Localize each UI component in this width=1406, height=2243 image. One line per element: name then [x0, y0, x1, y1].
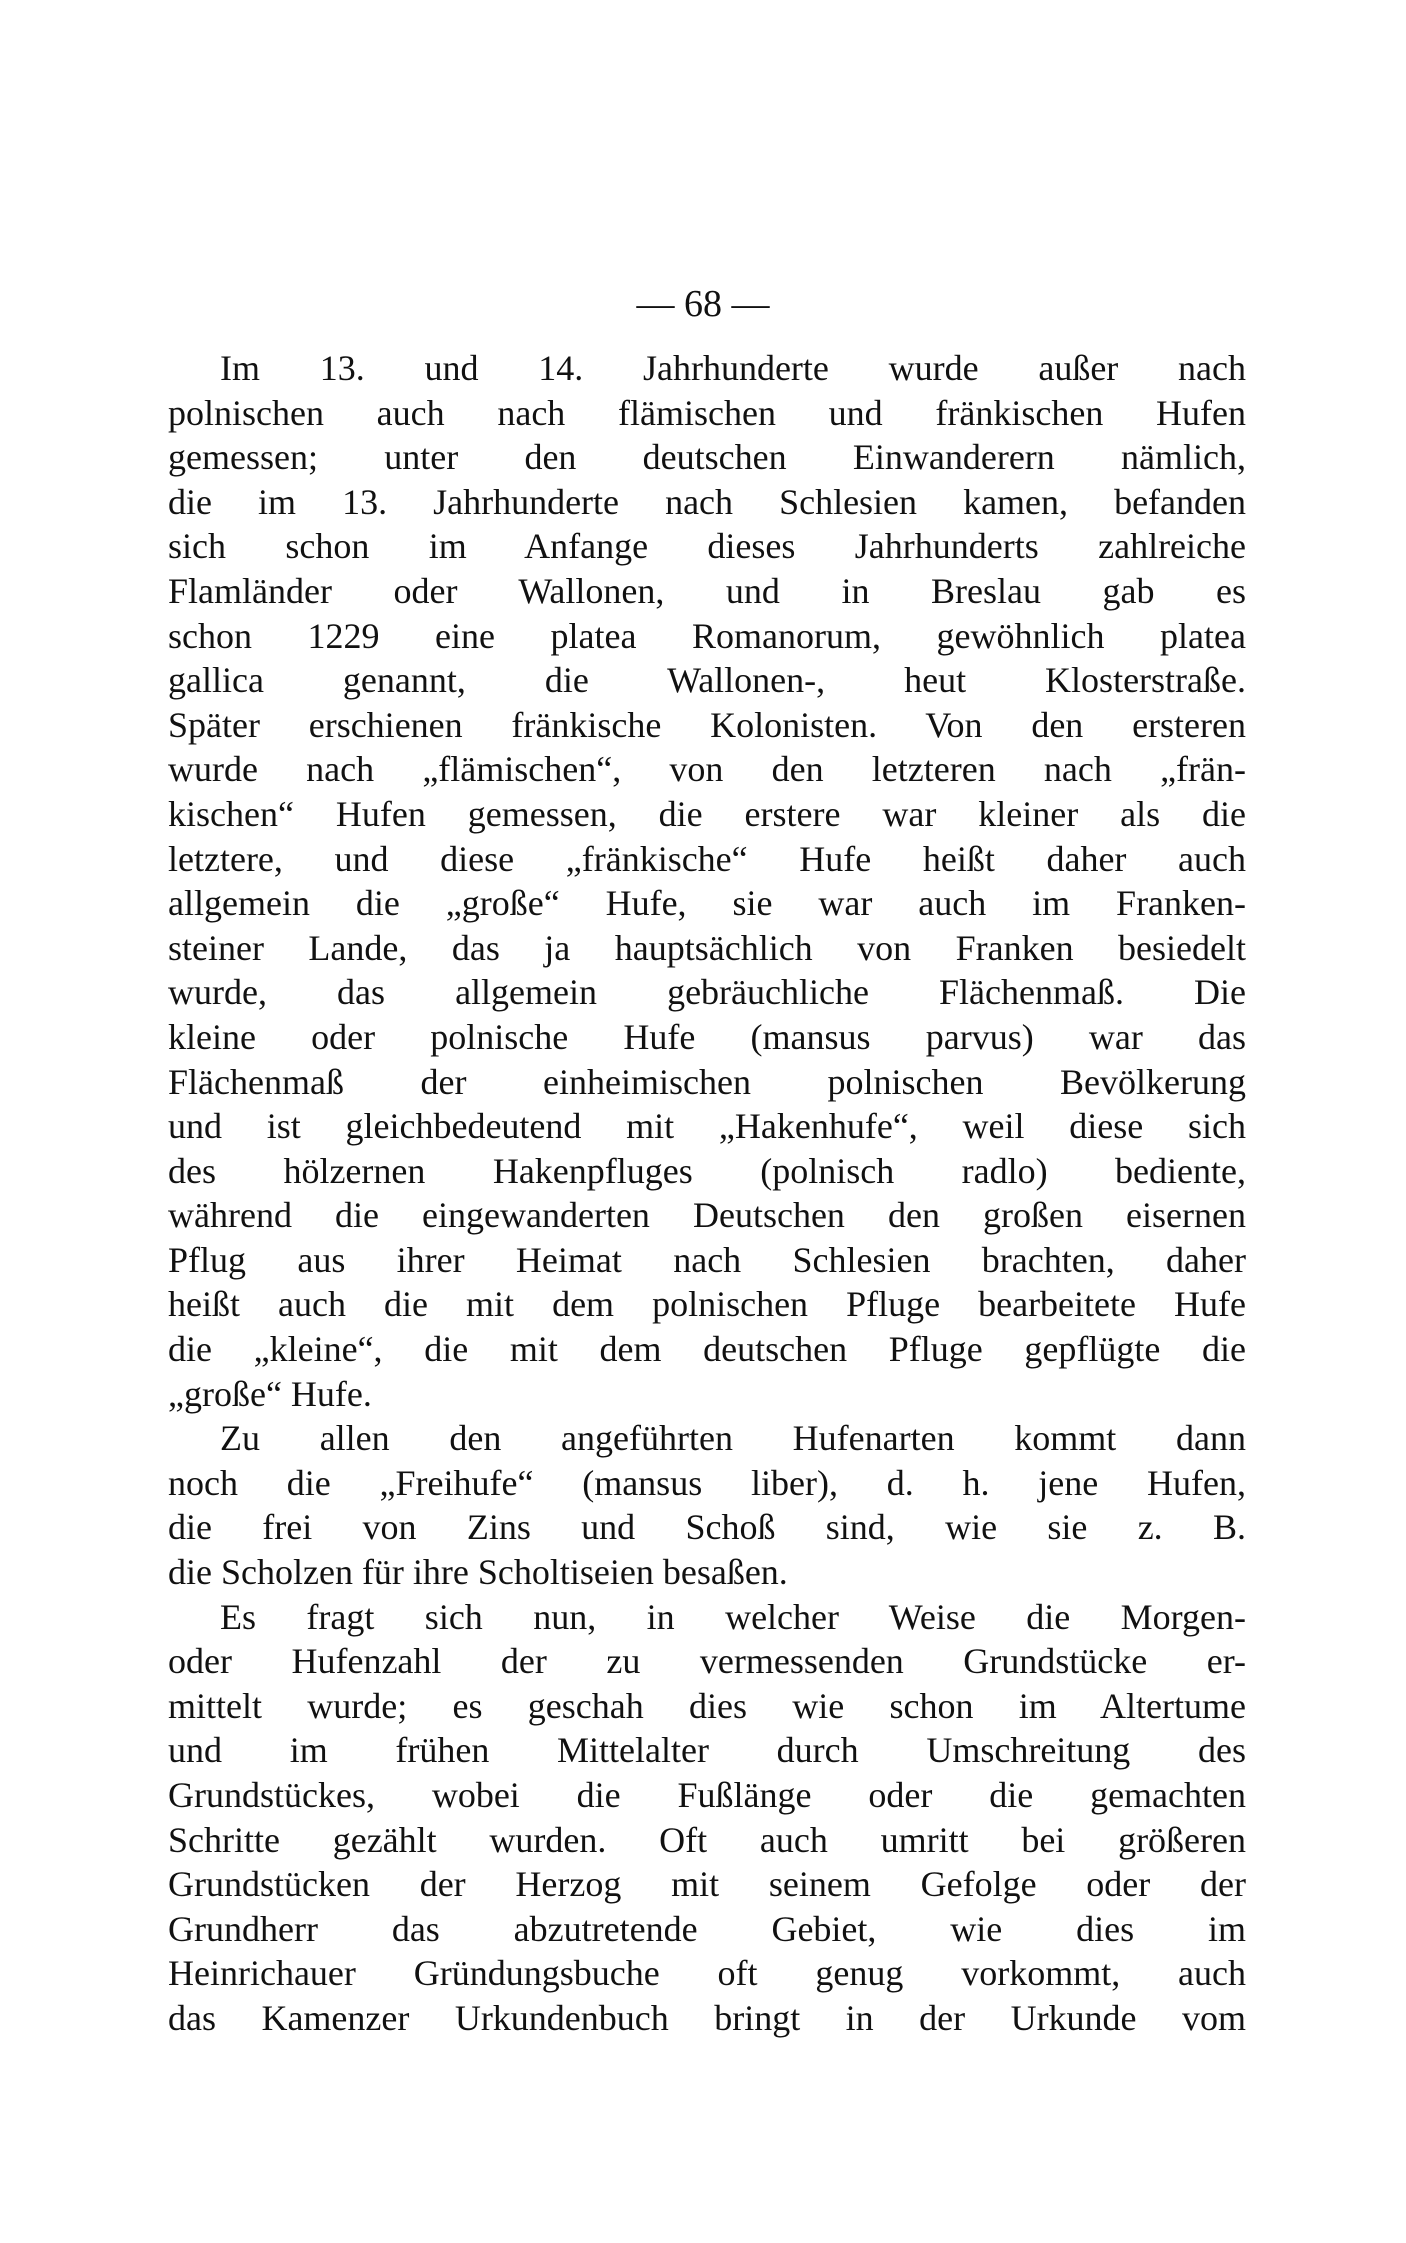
text-line: das Kamenzer Urkundenbuch bringt in der Urkunde vom	[168, 1997, 1246, 2038]
body-text	[168, 346, 1246, 2041]
text-line: letztere, und diese „fränkische“ Hufe heißt daher auch	[168, 838, 1246, 879]
text-line: polnischen auch nach flämischen und fränkischen Hufen	[168, 392, 1246, 433]
text-line: oder Hufenzahl der zu vermessenden Grundstücke er-	[168, 1641, 1246, 1682]
text-line: die Scholzen für ihre Scholtiseien besaßen.	[168, 1552, 788, 1593]
text-line: gallica genannt, die Wallonen-, heut Klosterstraße.	[168, 660, 1246, 701]
text-line: Flamländer oder Wallonen, und in Breslau gab es	[168, 570, 1246, 611]
text-line: die im 13. Jahrhunderte nach Schlesien kamen, befanden	[168, 481, 1246, 522]
text-line: allgemein die „große“ Hufe, sie war auch im Franken-	[168, 883, 1246, 924]
text-line: des hölzernen Hakenpfluges (polnisch radlo) bediente,	[168, 1150, 1246, 1191]
text-line: Im 13. und 14. Jahrhunderte wurde außer nach	[220, 348, 1246, 388]
text-line: schon 1229 eine platea Romanorum, gewöhnlich platea	[168, 615, 1246, 656]
text-line: Grundstücken der Herzog mit seinem Gefolge oder der	[168, 1864, 1246, 1905]
text-line: Zu allen den angeführten Hufenarten kommt dann	[220, 1418, 1246, 1459]
text-line: Pflug aus ihrer Heimat nach Schlesien brachten, daher	[168, 1239, 1246, 1280]
text-line: noch die „Freihufe“ (mansus liber), d. h. jene Hufen,	[168, 1462, 1246, 1503]
text-line: kischen“ Hufen gemessen, die erstere war kleiner als die	[168, 793, 1246, 834]
text-line: wurde, das allgemein gebräuchliche Flächenmaß. Die	[168, 972, 1246, 1013]
text-line: sich schon im Anfange dieses Jahrhunderts zahlreiche	[168, 526, 1246, 567]
text-line: „große“ Hufe.	[168, 1373, 372, 1414]
text-line: Grundstückes, wobei die Fußlänge oder die gemachten	[168, 1775, 1246, 1815]
text-line: Flächenmaß der einheimischen polnischen Bevölkerung	[168, 1061, 1246, 1102]
text-line: die „kleine“, die mit dem deutschen Pfluge gepflügte die	[168, 1329, 1246, 1370]
text-line: mittelt wurde; es geschah dies wie schon im Altertume	[168, 1685, 1246, 1726]
text-line: Grundherr das abzutretende Gebiet, wie dies im	[168, 1908, 1246, 1949]
text-line: die frei von Zins und Schoß sind, wie sie z. B.	[168, 1507, 1246, 1548]
text-line: und im frühen Mittelalter durch Umschreitung des	[168, 1730, 1246, 1771]
text-line: heißt auch die mit dem polnischen Pfluge bearbeitete Hufe	[168, 1284, 1246, 1325]
text-line: Es fragt sich nun, in welcher Weise die Morgen-	[220, 1596, 1246, 1637]
page-number: — 68 —	[636, 283, 770, 325]
text-line: gemessen; unter den deutschen Einwanderern nämlich,	[168, 437, 1246, 478]
text-line: wurde nach „flämischen“, von den letzteren nach „frän-	[168, 749, 1246, 790]
text-line: und ist gleichbedeutend mit „Hakenhufe“, weil diese sich	[168, 1106, 1246, 1147]
text-line: Später erschienen fränkische Kolonisten. Von den ersteren	[168, 704, 1246, 745]
text-line: kleine oder polnische Hufe (mansus parvus) war das	[168, 1016, 1246, 1057]
text-line: während die eingewanderten Deutschen den großen eisernen	[168, 1195, 1246, 1236]
text-line: steiner Lande, das ja hauptsächlich von Franken besiedelt	[168, 927, 1246, 968]
text-line: Heinrichauer Gründungsbuche oft genug vorkommt, auch	[168, 1953, 1246, 1994]
text-line: Schritte gezählt wurden. Oft auch umritt bei größeren	[168, 1819, 1246, 1860]
